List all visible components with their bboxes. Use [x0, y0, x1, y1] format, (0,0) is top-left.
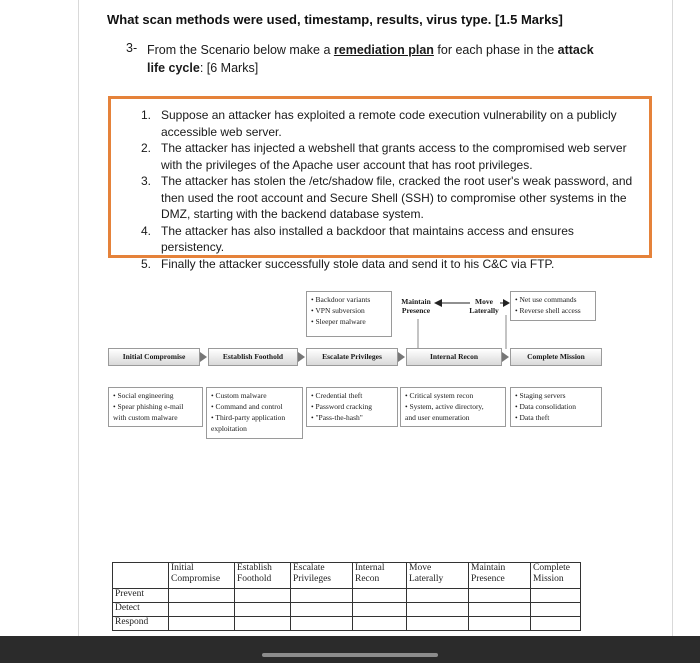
establish-foothold-methods-box: [206, 387, 303, 439]
scenario-item-text: The attacker has also installed a backdoor that maintains access and ensures persistency.: [161, 223, 574, 254]
scenario-item-number: 3.: [141, 174, 152, 188]
table-header-cell: Complete Mission: [531, 563, 581, 589]
table-cell[interactable]: [169, 617, 235, 631]
method-item: • "Pass-the-hash": [311, 413, 363, 422]
chevron-right-icon: [398, 352, 405, 362]
left-arrow-icon: [434, 299, 470, 307]
method-item: • Third-party application: [211, 413, 286, 422]
method-item: • Credential theft: [311, 391, 363, 400]
question-suffix: : [6 Marks]: [199, 61, 259, 75]
scenario-item: [141, 223, 639, 256]
method-item: • Reverse shell access: [515, 306, 581, 315]
table-cell[interactable]: [469, 603, 531, 617]
page-border-left: [78, 0, 79, 636]
scenario-box: [108, 96, 652, 271]
scenario-item-text: The attacker has injected a webshell that grants access to the compromised web server with the privileges of the Apache user account that has root privileges.: [161, 141, 627, 172]
table-header-cell: Establish Foothold: [235, 563, 291, 589]
scenario-item-number: 4.: [141, 223, 152, 238]
table-cell[interactable]: [291, 617, 353, 631]
table-header-cell: Initial Compromise: [169, 563, 235, 589]
row-label-detect: Detect: [113, 603, 169, 617]
maintain-presence-methods-box: [306, 291, 392, 337]
table-header-cell: Maintain Presence: [469, 563, 531, 589]
method-item: • Social engineering: [113, 391, 174, 400]
question-heading: What scan methods were used, timestamp, results, virus type. [1.5 Marks]: [107, 12, 563, 27]
phase-bar: [108, 348, 602, 366]
remediation-plan-table: [112, 562, 581, 631]
scenario-item-text: The attacker has stolen the /etc/shadow file, cracked the root user's weak password, and then used the root account and Secure Shell (SSH) to compromise other systems in the DMZ, starting with the backend database system.: [161, 174, 633, 221]
method-item: • Spear phishing e-mail: [113, 402, 184, 411]
chevron-right-icon: [502, 352, 509, 362]
method-item: • Net use commands: [515, 295, 577, 304]
scenario-item: [141, 256, 639, 273]
table-cell[interactable]: [169, 603, 235, 617]
method-item: • Data consolidation: [515, 402, 576, 411]
table-cell[interactable]: [353, 589, 407, 603]
page-border-right: [672, 0, 673, 636]
loop-connector: [388, 315, 528, 349]
table-header-cell: Internal Recon: [353, 563, 407, 589]
phase-complete-mission: Complete Mission: [510, 348, 602, 366]
attack-lifecycle-diagram: [108, 285, 608, 465]
method-item: • Critical system recon: [405, 391, 474, 400]
method-item: • Staging servers: [515, 391, 566, 400]
table-header-row: [113, 563, 581, 589]
method-item: • Custom malware: [211, 391, 267, 400]
scenario-item-text: Suppose an attacker has exploited a remote code execution vulnerability on a publicly accessible web server.: [161, 108, 617, 139]
scenario-item: [141, 173, 639, 223]
method-item: • Password cracking: [311, 402, 372, 411]
horizontal-scrollbar[interactable]: [262, 653, 438, 657]
table-cell[interactable]: [531, 603, 581, 617]
scenario-item: [141, 107, 639, 140]
method-item: • Data theft: [515, 413, 550, 422]
complete-mission-methods-box: [510, 387, 602, 427]
row-label-prevent: Prevent: [113, 589, 169, 603]
method-item: exploitation: [211, 424, 247, 433]
table-cell[interactable]: [531, 617, 581, 631]
table-row: [113, 589, 581, 603]
table-cell[interactable]: [235, 589, 291, 603]
initial-compromise-methods-box: [108, 387, 203, 427]
phase-establish-foothold: Establish Foothold: [208, 348, 298, 366]
table-cell[interactable]: [353, 617, 407, 631]
table-cell[interactable]: [469, 617, 531, 631]
scenario-item-text: Finally the attacker successfully stole data and send it to his C&C via FTP.: [161, 256, 555, 271]
table-corner-cell: [113, 563, 169, 589]
method-item: with custom malware: [113, 413, 178, 422]
question-text: [147, 41, 597, 77]
method-item: • VPN subversion: [311, 306, 365, 315]
method-item: and user enumeration: [405, 413, 470, 422]
attack-life-cycle-text: attack life cycle: [147, 43, 594, 75]
table-cell[interactable]: [407, 617, 469, 631]
method-item: • Sleeper malware: [311, 317, 366, 326]
table-header-cell: Move Laterally: [407, 563, 469, 589]
table-cell[interactable]: [291, 589, 353, 603]
remediation-plan-link[interactable]: remediation plan: [333, 43, 434, 57]
method-item: • System, active directory,: [405, 402, 484, 411]
table-header-cell: Escalate Privileges: [291, 563, 353, 589]
phase-internal-recon: Internal Recon: [406, 348, 502, 366]
table-cell[interactable]: [469, 589, 531, 603]
table-cell[interactable]: [353, 603, 407, 617]
table-cell[interactable]: [407, 589, 469, 603]
method-item: • Backdoor variants: [311, 295, 371, 304]
table-cell[interactable]: [235, 617, 291, 631]
chevron-right-icon: [298, 352, 305, 362]
table-cell[interactable]: [169, 589, 235, 603]
right-arrow-icon: [500, 299, 510, 307]
scenario-item: [141, 140, 639, 173]
table-cell[interactable]: [407, 603, 469, 617]
table-cell[interactable]: [291, 603, 353, 617]
internal-recon-methods-box: [400, 387, 506, 427]
question-middle: for each phase in the: [433, 43, 558, 57]
table-cell[interactable]: [235, 603, 291, 617]
scenario-item-number: 1.: [141, 108, 152, 122]
phase-initial-compromise: Initial Compromise: [108, 348, 200, 366]
question-number: 3-: [126, 41, 138, 55]
table-row: [113, 617, 581, 631]
scenario-list: [141, 107, 639, 272]
chevron-right-icon: [200, 352, 207, 362]
move-laterally-label: Move Laterally: [469, 297, 499, 315]
row-label-respond: Respond: [113, 617, 169, 631]
question-prefix: From the Scenario below make a: [147, 43, 334, 57]
escalate-privileges-methods-box: [306, 387, 398, 427]
phase-escalate-privileges: Escalate Privileges: [306, 348, 398, 366]
table-row: [113, 603, 581, 617]
maintain-presence-label: Maintain Presence: [401, 297, 431, 315]
scenario-item-number: 2.: [141, 141, 152, 155]
table-cell[interactable]: [531, 589, 581, 603]
bottom-bar: [0, 636, 700, 663]
method-item: • Command and control: [211, 402, 283, 411]
scenario-item-number: 5.: [141, 256, 152, 271]
